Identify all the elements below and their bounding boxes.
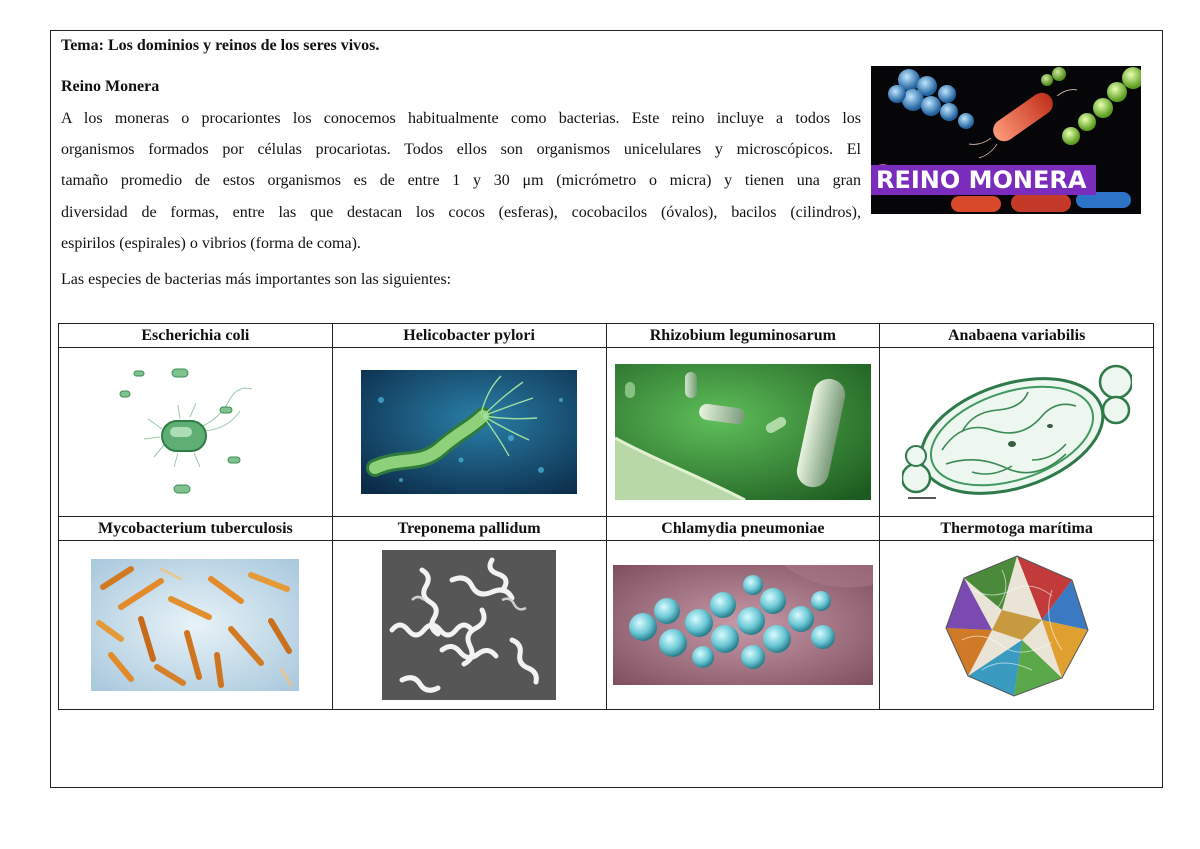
paragraph-line: A los moneras o procariontes los conocemos habitualmente como bacterias. Este reino incluye a todos los xyxy=(61,110,861,127)
thermotoga-image xyxy=(942,550,1092,700)
treponema-image xyxy=(382,550,556,700)
species-name: Mycobacterium tuberculosis xyxy=(59,517,333,541)
table-row xyxy=(59,541,1154,710)
table-cell xyxy=(332,541,606,710)
table-cell xyxy=(880,541,1154,710)
species-intro: Las especies de bacterias más importantes son las siguientes: xyxy=(61,271,452,288)
rhizobium-image xyxy=(615,364,871,500)
species-name: Chlamydia pneumoniae xyxy=(606,517,880,541)
section-title: Reino Monera xyxy=(61,78,160,95)
topic-heading: Tema: Los dominios y reinos de los seres vivos. xyxy=(61,37,380,54)
anabaena-image xyxy=(902,360,1132,504)
species-table xyxy=(58,323,1154,710)
species-name: Helicobacter pylori xyxy=(332,324,606,348)
species-name: Thermotoga marítima xyxy=(880,517,1154,541)
table-cell xyxy=(59,541,333,710)
mycobacterium-image xyxy=(91,559,299,691)
table-cell xyxy=(606,541,880,710)
table-cell xyxy=(59,348,333,517)
table-cell xyxy=(880,348,1154,517)
description-paragraph xyxy=(61,103,861,259)
banner-title: REINO MONERA xyxy=(876,166,1087,194)
species-name: Anabaena variabilis xyxy=(880,324,1154,348)
h-pylori-image xyxy=(361,370,577,494)
table-row xyxy=(59,517,1154,541)
table-cell xyxy=(606,348,880,517)
e-coli-image xyxy=(100,357,290,507)
table-row xyxy=(59,324,1154,348)
paragraph-line: organismos formados por células procariotas. Todos ellos son organismos unicelulares y microscópicos. El xyxy=(61,141,861,159)
table-row xyxy=(59,348,1154,517)
chlamydia-image xyxy=(613,565,873,685)
table-cell xyxy=(332,348,606,517)
document-page xyxy=(50,30,1163,788)
paragraph-line: diversidad de formas, entre las que destacan los cocos (esferas), cocobacilos (óvalos), bacilos (cilindros), xyxy=(61,203,861,221)
species-name: Rhizobium leguminosarum xyxy=(606,324,880,348)
species-name: Treponema pallidum xyxy=(332,517,606,541)
paragraph-line: espirilos (espirales) o vibrios (forma de coma). xyxy=(61,234,361,252)
species-name: Escherichia coli xyxy=(59,324,333,348)
reino-monera-banner xyxy=(871,66,1141,214)
paragraph-line: tamaño promedio de estos organismos es de entre 1 y 30 μm (micrómetro o micra) y tienen una gran xyxy=(61,172,861,190)
